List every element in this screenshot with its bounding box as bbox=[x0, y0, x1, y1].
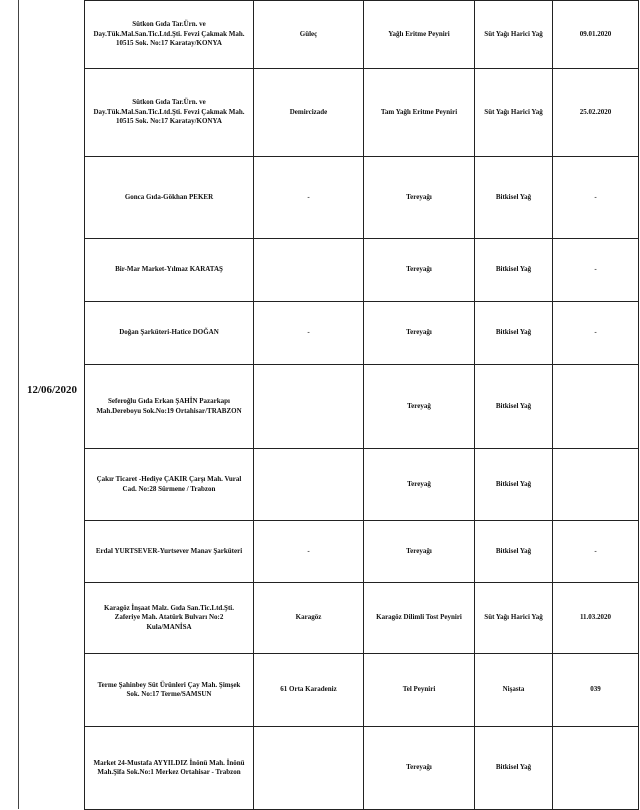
company-cell: Sütkon Gıda Tar.Ürn. ve Day.Tük.Mal.San.Tic.Ltd.Şti. Fevzi Çakmak Mah. 10515 Sok. No:17 Karatay/KONYA bbox=[85, 1, 254, 69]
table-row bbox=[85, 654, 639, 727]
adulterant-cell: Süt Yağı Harici Yağ bbox=[475, 583, 553, 654]
brand-cell: - bbox=[254, 157, 364, 239]
date-group-label: 12/06/2020 bbox=[26, 384, 78, 396]
brand-cell: 61 Orta Karadeniz bbox=[254, 654, 364, 727]
brand-cell bbox=[254, 365, 364, 449]
product-cell: Karagöz Dilimli Tost Peyniri bbox=[364, 583, 475, 654]
company-cell: Çakır Ticaret -Hediye ÇAKIR Çarşı Mah. Vural Cad. No:28 Sürmene / Trabzon bbox=[85, 449, 254, 521]
table-row bbox=[85, 1, 639, 69]
date-cell: 09.01.2020 bbox=[553, 1, 639, 69]
company-cell: Bir-Mar Market-Yılmaz KARATAŞ bbox=[85, 239, 254, 302]
date-cell: - bbox=[553, 157, 639, 239]
product-cell: Yağlı Eritme Peyniri bbox=[364, 1, 475, 69]
product-cell: Tam Yağlı Eritme Peyniri bbox=[364, 69, 475, 157]
company-cell: Sütkon Gıda Tar.Ürn. ve Day.Tük.Mal.San.Tic.Ltd.Şti. Fevzi Çakmak Mah. 10515 Sok. No:17 Karatay/KONYA bbox=[85, 69, 254, 157]
brand-cell: - bbox=[254, 302, 364, 365]
company-cell: Erdal YURTSEVER-Yurtsever Manav Şarküteri bbox=[85, 521, 254, 583]
date-cell: - bbox=[553, 521, 639, 583]
brand-cell: Demircizade bbox=[254, 69, 364, 157]
date-cell: - bbox=[553, 239, 639, 302]
product-cell: Tereyağı bbox=[364, 157, 475, 239]
product-cell: Tereyağı bbox=[364, 239, 475, 302]
brand-cell bbox=[254, 449, 364, 521]
table-row bbox=[85, 727, 639, 810]
brand-cell: Karagöz bbox=[254, 583, 364, 654]
company-cell: Terme Şahinbey Süt Ürünleri Çay Mah. Şimşek Sok. No:17 Terme/SAMSUN bbox=[85, 654, 254, 727]
brand-cell bbox=[254, 239, 364, 302]
product-cell: Tel Peyniri bbox=[364, 654, 475, 727]
date-cell bbox=[553, 727, 639, 810]
adulterant-cell: Bitkisel Yağ bbox=[475, 449, 553, 521]
date-cell: - bbox=[553, 302, 639, 365]
adulterant-cell: Bitkisel Yağ bbox=[475, 302, 553, 365]
table-row bbox=[85, 449, 639, 521]
table-row bbox=[85, 521, 639, 583]
adulteration-table bbox=[84, 0, 639, 810]
product-cell: Tereyağı bbox=[364, 521, 475, 583]
date-cell bbox=[553, 365, 639, 449]
company-cell: Market 24-Mustafa AYYILDIZ İnönü Mah. İnönü Mah.Şifa Sok.No:1 Merkez Ortahisar - Trabzon bbox=[85, 727, 254, 810]
date-cell bbox=[553, 449, 639, 521]
adulterant-cell: Bitkisel Yağ bbox=[475, 727, 553, 810]
date-cell: 11.03.2020 bbox=[553, 583, 639, 654]
adulterant-cell: Bitkisel Yağ bbox=[475, 239, 553, 302]
adulterant-cell: Bitkisel Yağ bbox=[475, 521, 553, 583]
company-cell: Gonca Gıda-Gökhan PEKER bbox=[85, 157, 254, 239]
left-border-line bbox=[18, 0, 19, 809]
table-row bbox=[85, 239, 639, 302]
product-cell: Tereyağ bbox=[364, 449, 475, 521]
brand-cell: Güleç bbox=[254, 1, 364, 69]
table-row bbox=[85, 69, 639, 157]
date-cell: 25.02.2020 bbox=[553, 69, 639, 157]
company-cell: Karagöz İnşaat Malz. Gıda San.Tic.Ltd.Şti. Zaferiye Mah. Atatürk Bulvarı No:2 Kula/MANİSA bbox=[85, 583, 254, 654]
table-row bbox=[85, 302, 639, 365]
adulterant-cell: Süt Yağı Harici Yağ bbox=[475, 69, 553, 157]
company-cell: Seferoğlu Gıda Erkan ŞAHİN Pazarkapı Mah.Dereboyu Sok.No:19 Ortahisar/TRABZON bbox=[85, 365, 254, 449]
table-row bbox=[85, 365, 639, 449]
table-row bbox=[85, 583, 639, 654]
adulterant-cell: Nişasta bbox=[475, 654, 553, 727]
brand-cell: - bbox=[254, 521, 364, 583]
product-cell: Tereyağ bbox=[364, 365, 475, 449]
adulterant-cell: Bitkisel Yağ bbox=[475, 157, 553, 239]
adulterant-cell: Süt Yağı Harici Yağ bbox=[475, 1, 553, 69]
adulterant-cell: Bitkisel Yağ bbox=[475, 365, 553, 449]
brand-cell bbox=[254, 727, 364, 810]
product-cell: Tereyağı bbox=[364, 727, 475, 810]
table-row bbox=[85, 157, 639, 239]
company-cell: Doğan Şarküteri-Hatice DOĞAN bbox=[85, 302, 254, 365]
product-cell: Tereyağı bbox=[364, 302, 475, 365]
date-cell: 039 bbox=[553, 654, 639, 727]
